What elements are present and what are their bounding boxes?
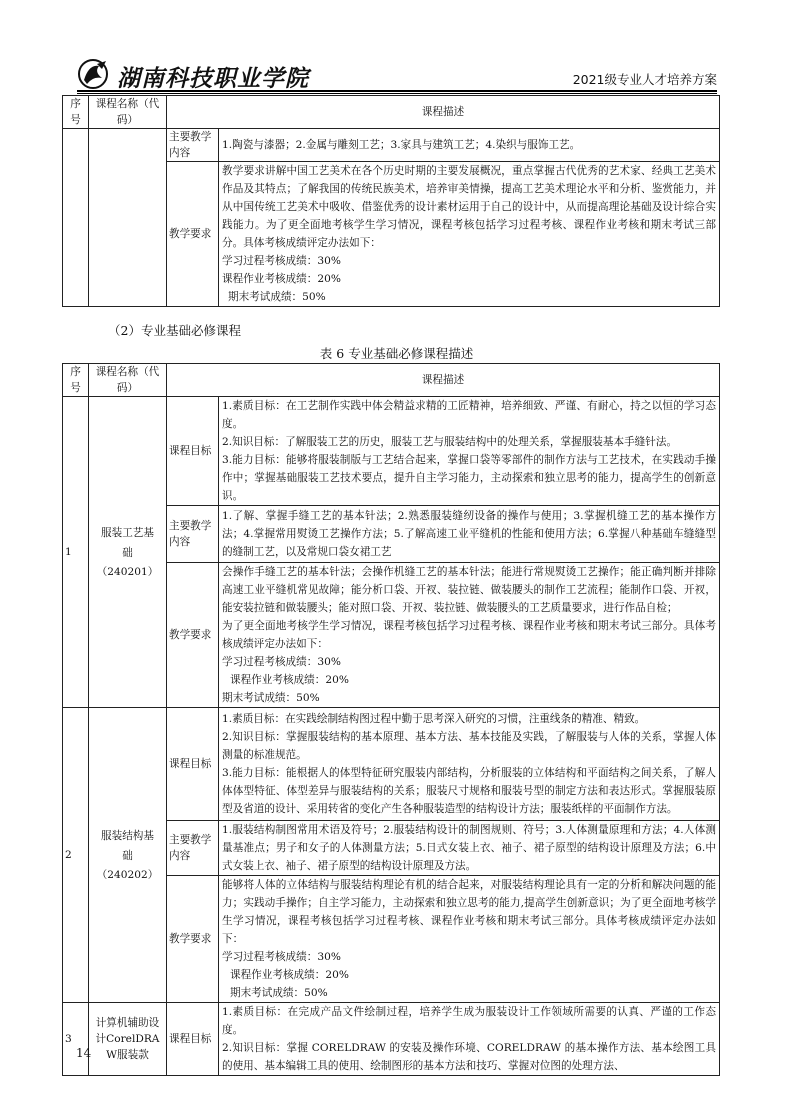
- desc-line: 学习过程考核成绩：30%: [222, 951, 341, 963]
- row-label: 课程目标: [167, 397, 219, 506]
- course-name-cell: [89, 1003, 167, 1076]
- section-heading: （2）专业基础必修课程: [108, 323, 241, 338]
- desc-line: 会操作手缝工艺的基本针法；会操作机缝工艺的基本针法；能进行常规熨烫工艺操作；能正确判断并排除高速工业平缝机常见故障；能分析口袋、开衩、装拉链、做装腰头的制作工艺流程；能制作口袋、开衩，能安装拉链和做装腰头；能对照口袋、开衩、装拉链、做装腰头的工艺质量要求，进行作品自检；: [222, 566, 716, 614]
- header-desc: 课程描述: [167, 364, 720, 397]
- seq-cell: 3: [63, 1003, 89, 1076]
- table-row: [63, 708, 720, 821]
- row-label: 主要教学内容: [167, 821, 219, 876]
- row-label: 课程目标: [167, 1003, 219, 1076]
- header-course: 课程名称（代码）: [89, 96, 167, 129]
- course-name-cell: [89, 397, 167, 708]
- desc-line: 课程作业考核成绩：20%: [230, 969, 349, 981]
- school-emblem-icon: [77, 58, 111, 90]
- page-number: 14: [76, 1046, 92, 1060]
- row-desc: [219, 129, 720, 162]
- table-row: [63, 397, 720, 506]
- course-cell: [89, 129, 167, 307]
- course-name: 服装结构基础: [101, 830, 154, 862]
- desc-line: 1.服装结构制图常用术语及符号；2.服装结构设计的制图规则、符号；3.人体测量原理和方法；4.人体测量基准点；男子和女子的人体测量方法；5.日式女装上衣、袖子、裙子原型的结构设计原理及方法；6.中式女装上衣、袖子、裙子原型的结构设计原理及方法。: [222, 824, 716, 872]
- header-rule-thin: [77, 93, 717, 94]
- course-name-cell: [89, 708, 167, 1003]
- desc-line: 教学要求讲解中国工艺美术在各个历史时期的主要发展概况，重点掌握古代优秀的艺术家、经典工艺美术作品及其特点；了解我国的传统民族美术，培养审美情操，提高工艺美术理论水平和分析、鉴赏能力，并从中国传统工艺美术中吸收、借鉴优秀的设计素材运用于自己的设计中，从而提高理论基础及设计综合实践能力。为了更全面地考核学生学习情况，课程考核包括学习过程考核、课程作业考核和期末考试三部分。具体考核成绩评定办法如下：: [222, 165, 716, 249]
- desc-line: 期末考试成绩：50%: [230, 987, 328, 999]
- plan-title: 2021级专业人才培养方案: [572, 72, 717, 87]
- row-desc: [219, 506, 720, 563]
- row-label: 教学要求: [167, 563, 219, 708]
- table-header-row: [63, 364, 720, 397]
- desc-line: 1.素质目标：在完成产品文件绘制过程，培养学生成为服装设计工作领域所需要的认真、严谨的工作态度。: [222, 1006, 716, 1036]
- table-row: [63, 129, 720, 162]
- course-name: 服装工艺基础: [101, 527, 154, 559]
- table-caption: 表 6 专业基础必修课程描述: [319, 346, 474, 361]
- course-code: （240202）: [96, 869, 159, 881]
- header-course: 课程名称（代码）: [89, 364, 167, 397]
- desc-line: 2.知识目标：了解服装工艺的历史，服装工艺与服装结构中的处理关系，掌握服装基本手缝针法。: [222, 436, 678, 448]
- desc-line: 1.了解、掌握手缝工艺的基本针法；2.熟悉服装缝纫设备的操作与使用；3.掌握机缝工艺的基本操作方法；4.掌握常用熨烫工艺操作方法；5.了解高速工业平缝机的性能和使用方法；6.掌握八种基础车缝缝型的缝制工艺，以及常规口袋女裙工艺: [222, 510, 716, 558]
- header-seq: 序号: [63, 364, 89, 397]
- row-desc: [219, 821, 720, 876]
- desc-line: 学习过程考核成绩：30%: [222, 656, 341, 668]
- desc-line: 2.知识目标：掌握 CORELDRAW 的安装及操作环境、CORELDRAW 的基本操作方法、基本绘图工具的使用、基本编辑工具的使用、绘制图形的基本方法和技巧、掌握对位图的处理方法、: [222, 1042, 716, 1072]
- desc-line: 3.能力目标：能够将服装制版与工艺结合起来，掌握口袋等零部件的制作方法与工艺技术，在实践动手操作中；掌握基础服装工艺技术要点，提升自主学习能力，主动探索和独立思考的能力，提高学生的创新意识。: [222, 454, 716, 502]
- desc-line: 课程作业考核成绩：20%: [222, 273, 341, 285]
- course-name: 计算机辅助设计CorelDRAW服装款: [95, 1017, 160, 1061]
- school-name: 湖南科技职业学院: [117, 65, 309, 92]
- header-seq: 序号: [63, 96, 89, 129]
- page-header: [77, 58, 717, 92]
- table-row: [63, 1003, 720, 1076]
- seq-cell: 1: [63, 397, 89, 708]
- course-table-continued: [62, 95, 720, 307]
- row-label: 教学要求: [167, 876, 219, 1003]
- row-label: 课程目标: [167, 708, 219, 821]
- row-label: 教学要求: [167, 162, 219, 307]
- desc-line: 1.陶瓷与漆器；2.金属与雕刻工艺；3.家具与建筑工艺；4.染织与服饰工艺。: [222, 139, 581, 151]
- table-header-row: [63, 96, 720, 129]
- desc-line: 2.知识目标：掌握服装结构的基本原理、基本方法、基本技能及实践，了解服装与人体的关系，掌握人体测量的标准规范。: [222, 731, 716, 761]
- desc-line: 期末考试成绩：50%: [222, 692, 320, 704]
- desc-line: 期末考试成绩：50%: [228, 291, 326, 303]
- row-label: 主要教学内容: [167, 506, 219, 563]
- row-desc: [219, 162, 720, 307]
- desc-line: 课程作业考核成绩：20%: [230, 674, 349, 686]
- seq-cell: 2: [63, 708, 89, 1003]
- course-description-table: [62, 363, 720, 1076]
- desc-line: 为了更全面地考核学生学习情况，课程考核包括学习过程考核、课程作业考核和期末考试三部分。具体考核成绩评定办法如下：: [222, 620, 716, 650]
- desc-line: 3.能力目标：能根据人的体型特征研究服装内部结构，分析服装的立体结构和平面结构之间关系，了解人体体型特征、体型差异与服装结构的关系；服装尺寸规格和服装号型的制定方法和表达形式。掌握服装原型及省道的设计、采用转省的变化产生各种服装造型的结构设计方法；服装纸样的平面制作方法。: [222, 767, 716, 815]
- header-rule: [77, 90, 717, 92]
- course-code: （240201）: [96, 566, 159, 578]
- desc-line: 学习过程考核成绩：30%: [222, 255, 341, 267]
- row-desc: [219, 708, 720, 821]
- header-desc: 课程描述: [167, 96, 720, 129]
- desc-line: 1.素质目标：在工艺制作实践中体会精益求精的工匠精神，培养细致、严谨、有耐心，持之以恒的学习态度。: [222, 400, 716, 430]
- row-desc: [219, 1003, 720, 1076]
- desc-line: 1.素质目标：在实践绘制结构图过程中勤于思考深入研究的习惯，注重线条的精准、精致。: [222, 713, 646, 725]
- desc-line: 能够将人体的立体结构与服装结构理论有机的结合起来，对服装结构理论具有一定的分析和解决问题的能力；实践动手操作；自主学习能力，主动探索和独立思考的能力,提高学生创新意识；为了更全面地考核学生学习情况，课程考核包括学习过程考核、课程作业考核和期末考试三部分。具体考核成绩评定办法如下：: [222, 879, 716, 945]
- row-desc: [219, 397, 720, 506]
- row-desc: [219, 876, 720, 1003]
- seq-cell: [63, 129, 89, 307]
- row-desc: [219, 563, 720, 708]
- row-label: 主要教学内容: [167, 129, 219, 162]
